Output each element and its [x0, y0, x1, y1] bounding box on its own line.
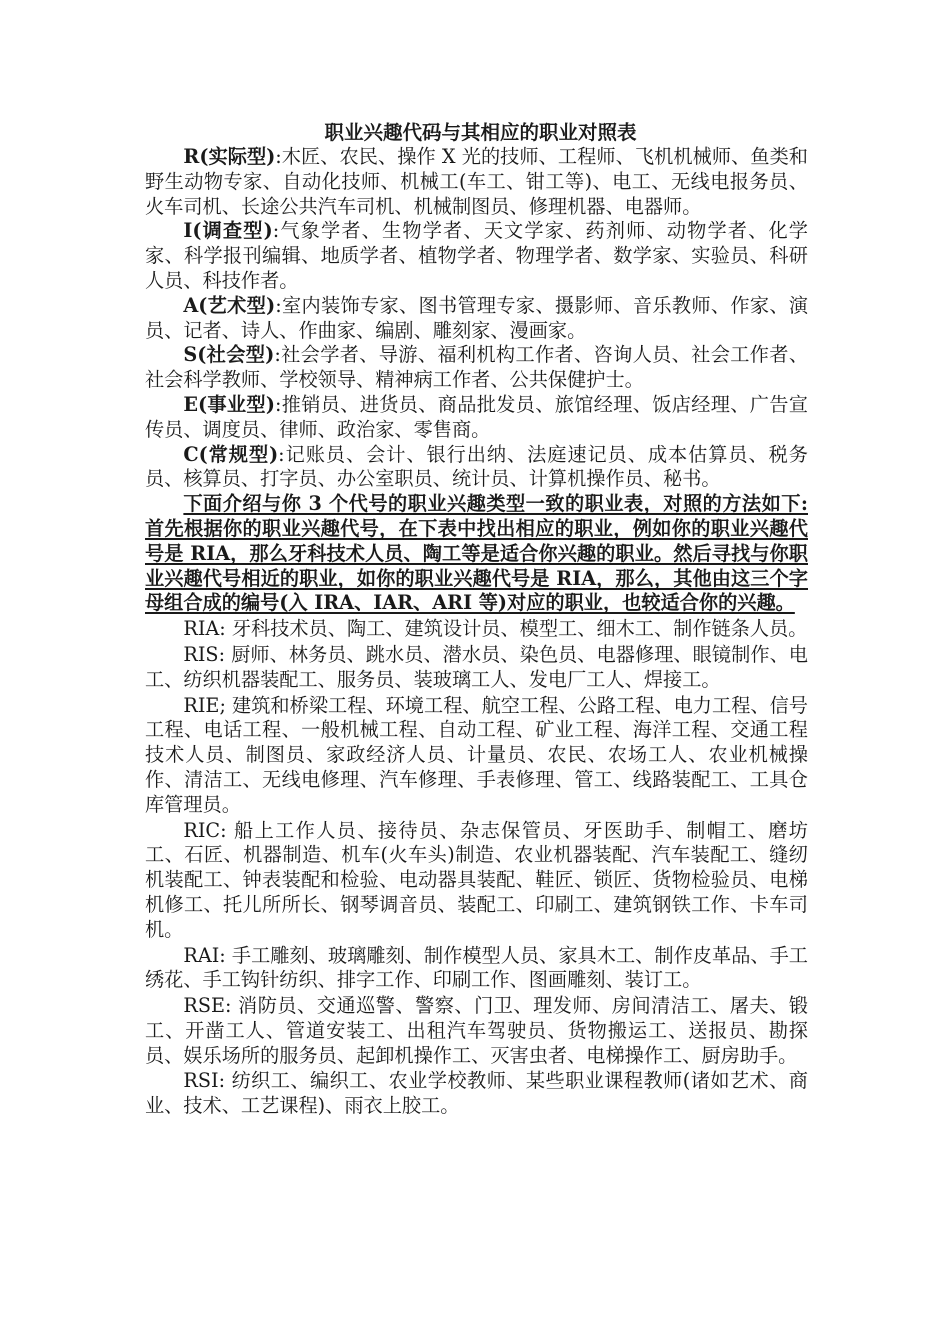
- combo-paragraph-ric: [145, 819, 808, 943]
- type-code: C(常规型): [183, 442, 279, 466]
- type-code: A(艺术型): [183, 293, 276, 317]
- type-paragraph-i: [145, 219, 808, 293]
- type-occupations: 社会学者、导游、福利机构工作者、咨询人员、社会工作者、社会科学教师、学校领导、精神病工作者、公共保健护士。: [145, 343, 809, 392]
- type-separator: :: [275, 145, 282, 168]
- type-occupations: 推销员、进货员、商品批发员、旅馆经理、饭店经理、广告宣传员、调度员、律师、政治家、零售商。: [145, 392, 808, 441]
- combo-separator: :: [219, 617, 232, 641]
- combo-separator: :: [219, 943, 232, 967]
- type-paragraph-a: [145, 294, 808, 344]
- type-separator: :: [275, 293, 282, 317]
- type-paragraph-s: [145, 343, 808, 393]
- combo-occupations: 船上工作人员、接待员、杂志保管员、牙医助手、制帽工、磨坊工、石匠、机器制造、机车(火车头)制造、农业机器装配、汽车装配工、缝纫机装配工、钟表装配和检验、电动器具装配、鞋匠、锁匠、货物检验员、电梯机修工、托儿所所长、钢琴调音员、装配工、印刷工、建筑钢铁工作、卡车司机。: [145, 818, 808, 941]
- combo-occupations: 建筑和桥梁工程、环境工程、航空工程、公路工程、电力工程、信号工程、电话工程、一般机械工程、自动工程、矿业工程、海洋工程、交通工程技术人员、制图员、家政经济人员、计量员、农民、农场工人、农业机械操作、清洁工、无线电修理、汽车修理、手表修理、管工、线路装配工、工具仓库管理员。: [145, 693, 808, 816]
- combo-paragraph-rie: [145, 694, 808, 818]
- type-separator: :: [272, 219, 280, 243]
- combo-code: RSI: [183, 1069, 219, 1093]
- type-separator: :: [274, 343, 281, 367]
- page-title: 职业兴趣代码与其相应的职业对照表: [324, 121, 637, 144]
- type-paragraph-c: [145, 443, 808, 493]
- combo-code: RIA: [183, 617, 220, 641]
- type-occupations: 气象学者、生物学者、天文学家、药剂师、动物学者、化学家、科学报刊编辑、地质学者、植物学者、物理学者、数学家、实验员、科研人员、科技作者。: [145, 219, 808, 292]
- type-code: R(实际型): [183, 145, 276, 168]
- combo-separator: :: [218, 1069, 232, 1093]
- combo-paragraph-ria: [145, 617, 808, 642]
- combo-occupations: 消防员、交通巡警、警察、门卫、理发师、房间清洁工、屠夫、锻工、开凿工人、管道安装工、出租汽车驾驶员、货物搬运工、送报员、勘探员、娱乐场所的服务员、起卸机操作工、灭害虫者、电梯操作工、厨房助手。: [145, 994, 808, 1067]
- combo-separator: :: [220, 818, 235, 842]
- combo-code: RIS: [183, 642, 219, 666]
- combo-occupations: 牙科技术员、陶工、建筑设计员、模型工、细木工、制作链条人员。: [231, 617, 808, 641]
- type-occupations: 木匠、农民、操作 X 光的技师、工程师、飞机机械师、鱼类和野生动物专家、自动化技师、机械工(车工、钳工等)、电工、无线电报务员、火车司机、长途公共汽车司机、机械制图员、修理机器、电器师。: [145, 145, 808, 218]
- combo-separator: :: [225, 994, 239, 1018]
- combo-code: RIC: [183, 818, 221, 842]
- combo-paragraph-rse: [145, 994, 808, 1068]
- type-paragraph-r: [145, 145, 808, 219]
- combo-separator: :: [218, 642, 232, 666]
- combo-paragraph-ris: [145, 643, 808, 693]
- combo-occupations: 厨师、林务员、跳水员、潜水员、染色员、电器修理、眼镜制作、电工、纺织机器装配工、服务员、装玻璃工人、发电厂工人、焊接工。: [145, 642, 808, 691]
- combo-code: RSE: [183, 994, 225, 1018]
- type-code: S(社会型): [183, 343, 275, 367]
- combo-code: RIE: [183, 693, 220, 717]
- type-paragraph-e: [145, 393, 808, 443]
- combo-occupations: 手工雕刻、玻璃雕刻、制作模型人员、家具木工、制作皮革品、手工绣花、手工钩针纺织、排字工作、印刷工作、图画雕刻、装订工。: [145, 943, 808, 992]
- type-occupations: 室内装饰专家、图书管理专家、摄影师、音乐教师、作家、演员、记者、诗人、作曲家、编剧、雕刻家、漫画家。: [145, 293, 809, 342]
- type-occupations: 记账员、会计、银行出纳、法庭速记员、成本估算员、税务员、核算员、打字员、办公室职员、统计员、计算机操作员、秘书。: [145, 442, 808, 491]
- combo-paragraph-rai: [145, 944, 808, 994]
- combo-paragraph-rsi: [145, 1069, 808, 1119]
- combo-occupations: 纺织工、编织工、农业学校教师、某些职业课程教师(诸如艺术、商业、技术、工艺课程)、雨衣上胶工。: [145, 1069, 808, 1118]
- combo-code: RAI: [183, 943, 220, 967]
- type-code: E(事业型): [183, 392, 275, 416]
- type-separator: :: [275, 392, 282, 416]
- type-separator: :: [278, 442, 285, 466]
- intro-paragraph: 下面介绍与你 3 个代号的职业兴趣类型一致的职业表，对照的方法如下: 首先根据你的职业兴趣代号，在下表中找出相应的职业，例如你的职业兴趣代号是 RIA，那么牙科技术人员、陶工等是适合你兴趣的职业。然后寻找与你职业兴趣代号相近的职业，如你的职业兴趣代号是 RIA，那么，其他由这三个字母组合成的编号(入 IRA、IAR、ARI 等)对应的职业，也较适合你的兴趣。: [145, 492, 808, 615]
- combo-separator: ;: [219, 693, 233, 717]
- type-code: I(调查型): [183, 219, 273, 243]
